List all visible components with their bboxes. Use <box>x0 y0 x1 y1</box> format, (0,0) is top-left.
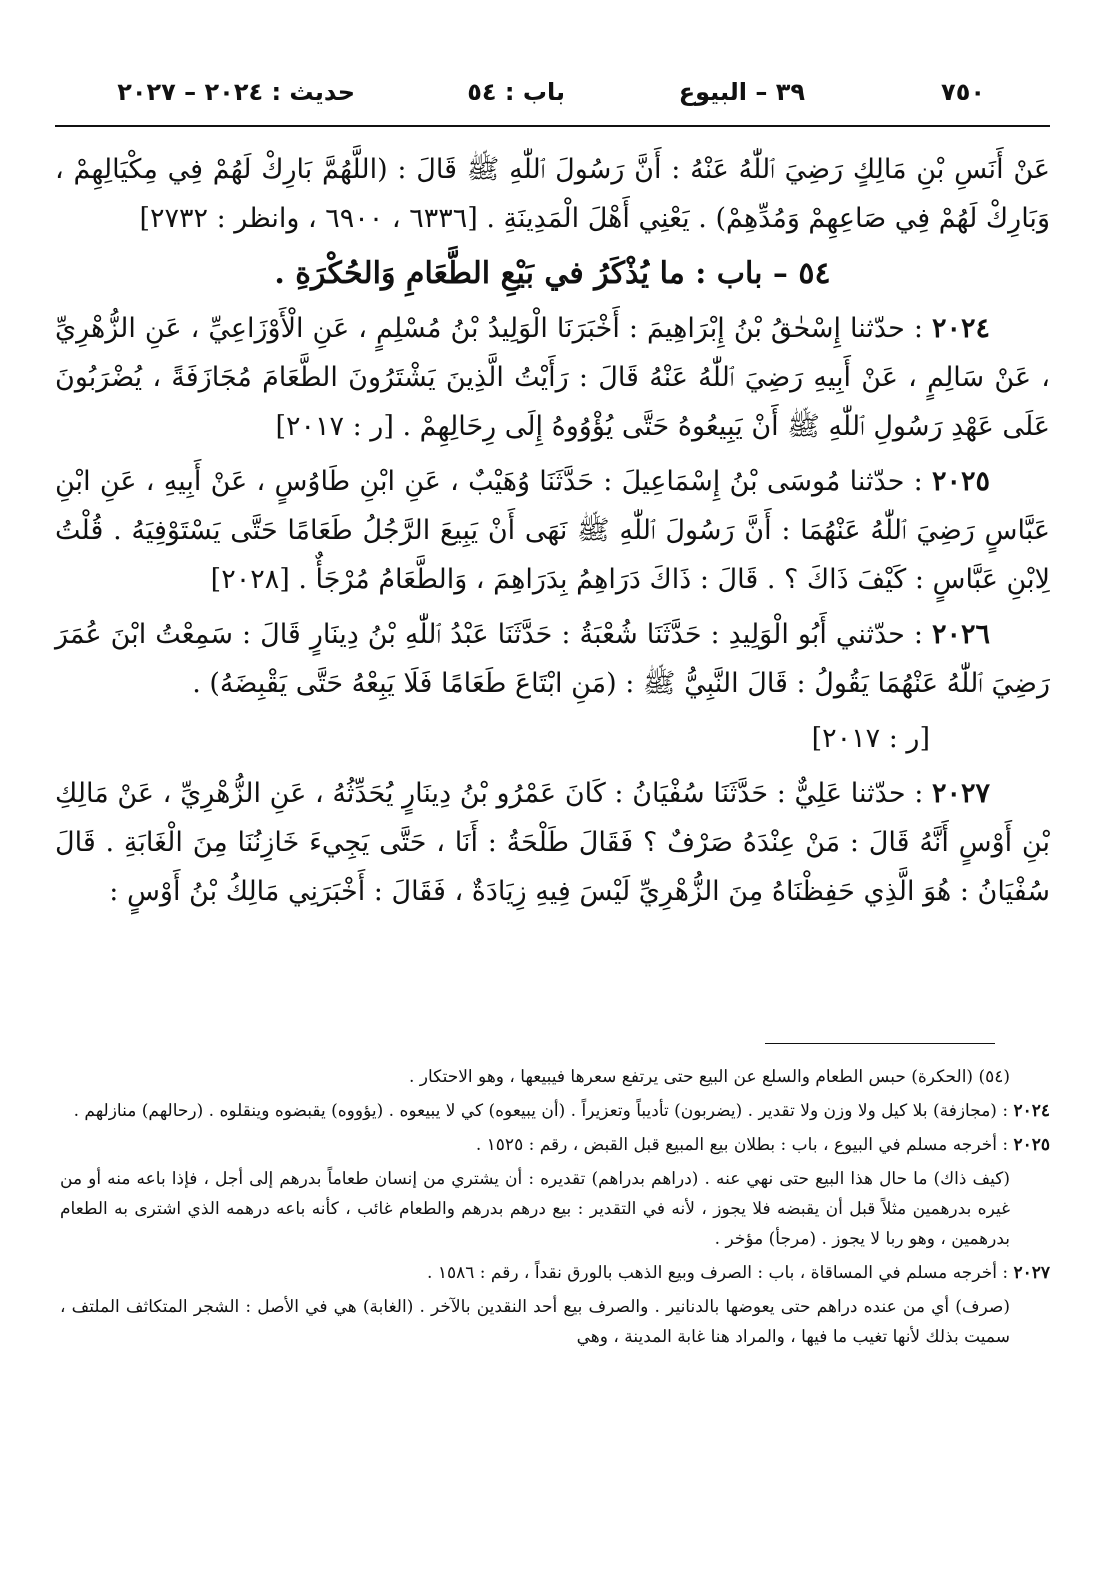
hadith-range: حديث : ٢٠٢٤ – ٢٠٢٧ <box>117 78 355 106</box>
hadith-number: ٢٠٢٥ <box>931 466 990 497</box>
book-title: ٣٩ – البيوع <box>678 78 805 106</box>
hadith-text: : حدّثنا إِسْحٰقُ بْنُ إِبْرَاهِيمَ : أَخْبَرَنَا الْوَلِيدُ بْنُ مُسْلِمٍ ، عَنِ الْأَوْزَاعِيِّ ، عَنِ الزُّهْرِيِّ ، عَنْ سَالِمٍ ، عَنْ أَبِيهِ رَضِيَ ٱللّٰهُ عَنْهُ قَالَ : رَأَيْتُ الَّذِينَ يَشْتَرُونَ الطَّعَامَ مُجَازَفَةً ، يُضْرَبُونَ عَلَى عَهْدِ رَسُولِ ٱللّٰهِ ﷺ أَنْ يَبِيعُوهُ حَتَّى يُؤْوُوهُ إِلَى رِحَالِهِمْ . [ر : ٢٠١٧] <box>55 313 1050 442</box>
footnote-divider <box>765 1043 995 1044</box>
footnote-number: ٢٠٢٥ <box>1013 1135 1050 1155</box>
footnote-text: : أخرجه مسلم في البيوع ، باب : بطلان بيع المبيع قبل القبض ، رقم : ١٥٢٥ . <box>475 1135 1014 1155</box>
hadith-text: : حدّثنا عَلِيٌّ : حَدَّثَنَا سُفْيَانُ : كَانَ عَمْرُو بْنُ دِينَارٍ يُحَدِّثُهُ ، عَنِ الزُّهْرِيِّ ، عَنْ مَالِكِ بْنِ أَوْسٍ أَنَّهُ قَالَ : مَنْ عِنْدَهُ صَرْفٌ ؟ فَقَالَ طَلْحَةُ : أَنَا ، حَتَّى يَجِيءَ خَازِنُنَا مِنَ الْغَابَةِ . قَالَ سُفْيَانُ : هُوَ الَّذِي حَفِظْنَاهُ مِنَ الزُّهْرِيِّ لَيْسَ فِيهِ زِيَادَةٌ ، فَقَالَ : أَخْبَرَنِي مَالِكُ بْنُ أَوْسٍ : <box>55 778 1050 907</box>
footnote-number: ٢٠٢٤ <box>1013 1101 1050 1121</box>
page-number: ٧٥٠ <box>941 78 985 106</box>
footnote-2025-explanation: (كيف ذاك) ما حال هذا البيع حتى نهي عنه . (دراهم بدراهم) تقديره : أن يشتري من إنسان طعاماً بدرهم إلى أجل ، فإذا باعه منه أو من غيره بدرهمين مثلاً قبل أن يقبضه فلا يجوز ، لأنه في التقدير : بيع درهم بدرهم والطعام غائب ، كأنه باعه درهمه الذي اشترى به الطعام بدرهمين ، وهو ربا لا يجوز . (مرجأ) مؤخر . <box>60 1169 1010 1249</box>
hadith-number: ٢٠٢٧ <box>931 778 990 809</box>
header-divider <box>55 125 1050 127</box>
footnote-2024 <box>60 1096 1050 1126</box>
hadith-text: : حدّثني أَبُو الْوَلِيدِ : حَدَّثَنَا شُعْبَةُ : حَدَّثَنَا عَبْدُ ٱللّٰهِ بْنُ دِينَارٍ قَالَ : سَمِعْتُ ابْنَ عُمَرَ رَضِيَ ٱللّٰهُ عَنْهُمَا يَقُولُ : قَالَ النَّبِيُّ ﷺ : (مَنِ ابْتَاعَ طَعَامًا فَلَا يَبِعْهُ حَتَّى يَقْبِضَهُ) . <box>55 619 1050 699</box>
main-text <box>55 145 1050 922</box>
footnote-text: : أخرجه مسلم في المساقاة ، باب : الصرف وبيع الذهب بالورق نقداً ، رقم : ١٥٨٦ . <box>427 1263 1014 1283</box>
hadith-number: ٢٠٢٦ <box>931 619 990 650</box>
footnote-number: ٢٠٢٧ <box>1013 1263 1050 1283</box>
hadith-2027 <box>55 769 1050 916</box>
hadith-2026 <box>55 610 1050 708</box>
hadith-2026-reference: [ر : ٢٠١٧] <box>811 723 930 754</box>
footnotes <box>60 1062 1050 1356</box>
footnote-2025 <box>60 1130 1050 1160</box>
hadith-number: ٢٠٢٤ <box>931 313 990 344</box>
chapter-title: ٥٤ – باب : ما يُذْكَرُ في بَيْعِ الطَّعَامِ وَالحُكْرَةِ . <box>274 256 831 291</box>
hadith-text: : حدّثنا مُوسَى بْنُ إِسْمَاعِيلَ : حَدَّثَنَا وُهَيْبٌ ، عَنِ ابْنِ طَاوُسٍ ، عَنْ أَبِيهِ ، عَنِ ابْنِ عَبَّاسٍ رَضِيَ ٱللّٰهُ عَنْهُمَا : أَنَّ رَسُولَ ٱللّٰهِ ﷺ نَهَى أَنْ يَبِيعَ الرَّجُلُ طَعَامًا حَتَّى يَسْتَوْفِيَهُ . قُلْتُ لِابْنِ عَبَّاسٍ : كَيْفَ ذَاكَ ؟ . قَالَ : ذَاكَ دَرَاهِمُ بِدَرَاهِمَ ، وَالطَّعَامُ مُرْجَأٌ . [٢٠٢٨] <box>55 466 1050 595</box>
footnote-2027-explanation: (صرف) أي من عنده دراهم حتى يعوضها بالدنانير . والصرف بيع أحد النقدين بالآخر . (الغابة) هي في الأصل : الشجر المتكاثف الملتف ، سميت بذلك لأنها تغيب ما فيها ، والمراد هنا غابة المدينة ، وهي <box>60 1297 1010 1347</box>
hadith-2025 <box>55 457 1050 604</box>
footnote-chapter: (٥٤) (الحكرة) حبس الطعام والسلع عن البيع حتى يرتفع سعرها فيبيعها ، وهو الاحتكار . <box>408 1067 1010 1087</box>
footnote-2027 <box>60 1258 1050 1288</box>
hadith-2024 <box>55 304 1050 451</box>
footnote-text: : (مجازفة) بلا كيل ولا وزن ولا تقدير . (يضربون) تأديباً وتعزيراً . (أن يبيعوه) كي لا يبيعوه . (يؤووه) يقبضوه وينقلوه . (رحالهم) منازلهم . <box>73 1101 1014 1121</box>
intro-paragraph: عَنْ أَنَسِ بْنِ مَالِكٍ رَضِيَ ٱللّٰهُ عَنْهُ : أَنَّ رَسُولَ ٱللّٰهِ ﷺ قَالَ : (اللَّهُمَّ بَارِكْ لَهُمْ فِي مِكْيَالِهِمْ ، وَبَارِكْ لَهُمْ فِي صَاعِهِمْ وَمُدِّهِمْ) . يَعْنِي أَهْلَ الْمَدِينَةِ . [٦٣٣٦ ، ٦٩٠٠ ، وانظر : ٢٧٣٢] <box>55 154 1050 234</box>
chapter-number: باب : ٥٤ <box>467 78 565 106</box>
running-header <box>117 72 985 112</box>
